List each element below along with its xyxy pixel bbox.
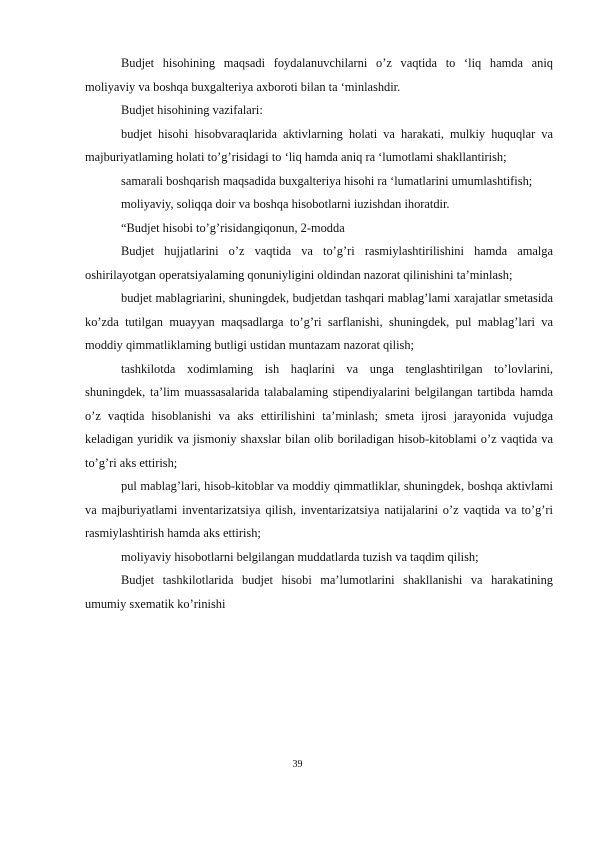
- paragraph-financial-reports: moliyaviy hisobotlarni belgilangan muddatlarda tuzish va taqdim qilish;: [121, 549, 479, 564]
- paragraph-purpose: Budjet hisohining maqsadi foydalanuvchilarni o’z vaqtida to ‘liq hamda aniq moliyaviy va boshqa buxgalteriya axboroti bilan ta ‘minlashdir.: [85, 56, 553, 94]
- paragraph-salaries: tashkilotda xodimlaming ish haqlarini va unga tenglashtirilgan to’lovlarini, shuningdek, ta’lim muassasalarida talabalaming stipendiyalarini belgilangan tartibda hamda o’z vaqtida hisoblanishi va aks ettirilishini ta’minlash; smeta ijrosi jarayonida vujudga keladigan yuridik va jismoniy shaxslar bilan olib boriladigan hisob-kitoblami o’z vaqtida va to’g’ri aks ettirish;: [85, 361, 553, 470]
- paragraph-task-accounts: budjet hisohi hisobvaraqlarida aktivlarning holati va harakati, mulkiy huquqlar va majburiyatlaming holati to’g’risidagi to ‘liq hamda aniq ra ‘lumotlami shakllantirish;: [85, 126, 553, 164]
- paragraph-funds-control: budjet mablagriarini, shuningdek, budjetdan tashqari mablag’lami xarajatlar smetasida ko’zda tutilgan muayyan maqsadlarga to’g’ri sarflanishi, shuningdek, pul mablag’lari va moddiy qimmatliklaming butligi ustidan muntazam nazorat qilish;: [85, 291, 553, 352]
- paragraph-law-reference: “Budjet hisobi to’g’risidangiqonun, 2-modda: [121, 220, 345, 235]
- paragraph-inventory: pul mablag’lari, hisob-kitoblar va moddiy qimmatliklar, shuningdek, boshqa aktivlami va majburiyatlami inventarizatsiya qilish, inventarizatsiya natijalarini o’z vaqtida va to’g’ri rasmiylashtirish hamda aks ettirish;: [85, 479, 553, 540]
- paragraph-schematic: Budjet tashkilotlarida budjet hisobi ma’lumotlarini shakllanishi va harakatining umumiy sxematik ko’rinishi: [85, 573, 553, 611]
- paragraph-documents: Budjet hujjatlarini o’z vaqtida va to’g’ri rasmiylashtirilishini hamda amalga oshirilayotgan operatsiyalaming qonuniyligini oldindan nazorat qilinishini ta’minlash;: [85, 244, 553, 282]
- paragraph-tasks-heading: Budjet hisohining vazifalari:: [121, 103, 263, 117]
- paragraph-task-management: samarali boshqarish maqsadida buxgalteriya hisohi ra ‘lumatlarini umumlashtifish;: [121, 173, 533, 188]
- document-body: [85, 52, 553, 616]
- page-number: 39: [292, 759, 303, 770]
- paragraph-task-reports: moliyaviy, soliqqa doir va boshqa hisobotlarni iuzishdan ihoratdir.: [121, 197, 450, 211]
